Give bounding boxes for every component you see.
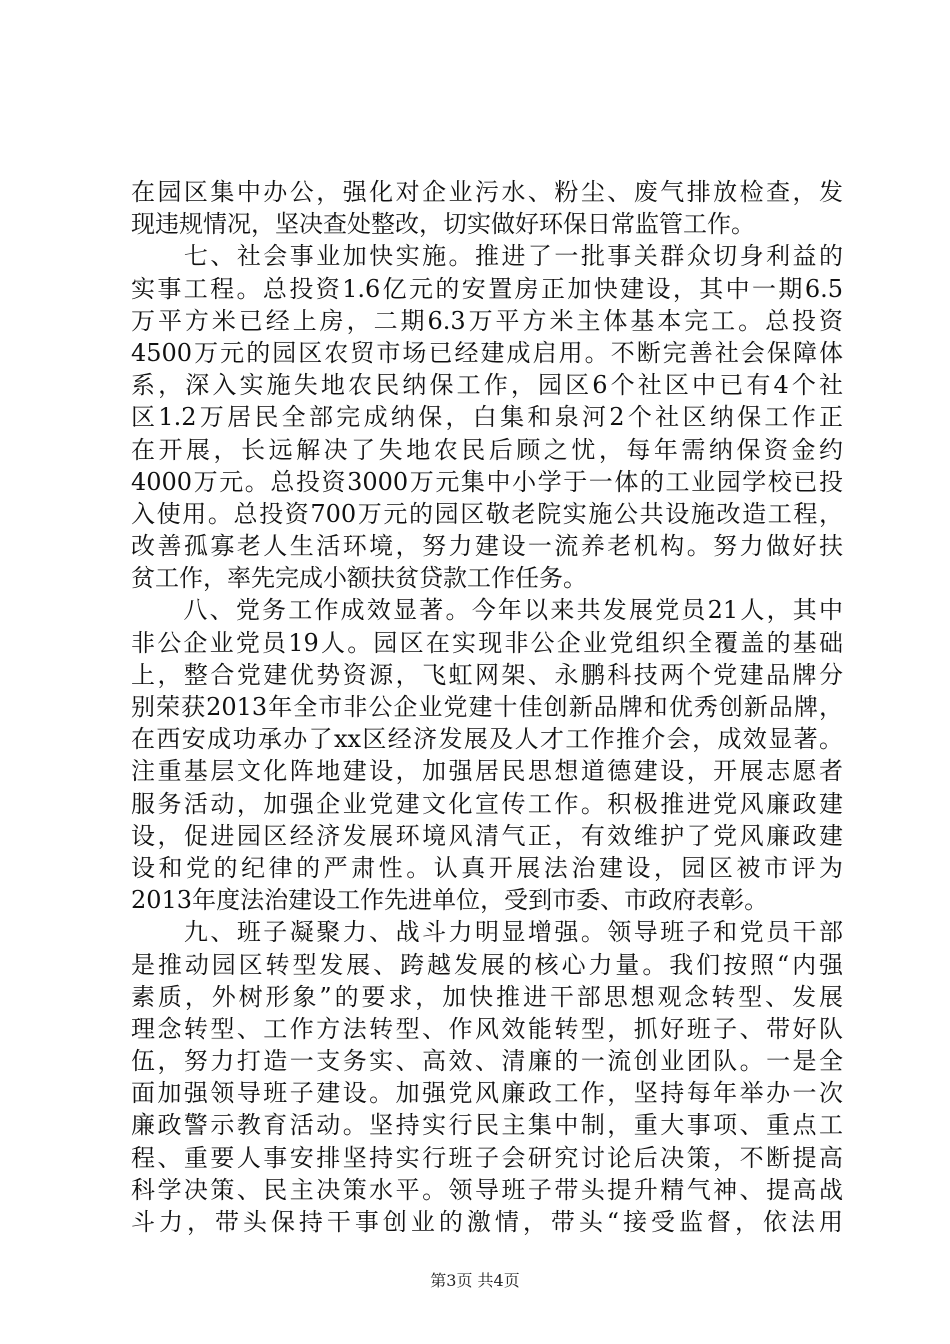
- text-line: 服务活动，加强企业党建文化宣传工作。积极推进党风廉政建: [131, 789, 843, 818]
- text-line: 素质，外树形象”的要求，加快推进干部思想观念转型、发展: [131, 982, 843, 1011]
- document-body: [131, 176, 843, 1238]
- text-line: 非公企业党员19人。园区在实现非公企业党组织全覆盖的基础: [131, 628, 843, 657]
- text-line: 系，深入实施失地农民纳保工作，园区6个社区中已有4个社: [131, 371, 843, 400]
- text-line: 入使用。总投资700万元的园区敬老院实施公共设施改造工程，: [131, 499, 843, 528]
- text-line: 在园区集中办公，强化对企业污水、粉尘、废气排放检查，发: [131, 178, 843, 206]
- text-line: 注重基层文化阵地建设，加强居民思想道德建设，开展志愿者: [131, 757, 843, 786]
- text-line: 上，整合党建优势资源，飞虹网架、永鹏科技两个党建品牌分: [131, 660, 843, 689]
- text-line: 万平方米已经上房，二期6.3万平方米主体基本完工。总投资: [131, 306, 843, 335]
- text-line: 七、社会事业加快实施。推进了一批事关群众切身利益的: [131, 242, 843, 271]
- text-line: 八、党务工作成效显著。今年以来共发展党员21人，其中: [131, 596, 843, 625]
- text-line: 在开展，长远解决了失地农民后顾之忧，每年需纳保资金约: [131, 435, 843, 464]
- text-line: 贫工作，率先完成小额扶贫贷款工作任务。: [131, 564, 587, 593]
- text-line: 实事工程。总投资1.6亿元的安置房正加快建设，其中一期6.5: [131, 274, 843, 303]
- text-line: 廉政警示教育活动。坚持实行民主集中制，重大事项、重点工: [131, 1111, 843, 1140]
- text-line: 别荣获2013年全市非公企业党建十佳创新品牌和优秀创新品牌，: [131, 693, 843, 721]
- text-line: 九、班子凝聚力、战斗力明显增强。领导班子和党员干部: [131, 918, 843, 947]
- text-line: 4000万元。总投资3000万元集中小学于一体的工业园学校已投: [131, 467, 843, 496]
- text-line: 面加强领导班子建设。加强党风廉政工作，坚持每年举办一次: [131, 1079, 843, 1108]
- text-line: 程、重要人事安排坚持实行班子会研究讨论后决策，不断提高: [131, 1143, 843, 1172]
- text-line: 区1.2万居民全部完成纳保，白集和泉河2个社区纳保工作正: [131, 403, 843, 432]
- text-line: 科学决策、民主决策水平。领导班子带头提升精气神、提高战: [131, 1175, 843, 1204]
- text-line: 伍，努力打造一支务实、高效、清廉的一流创业团队。一是全: [131, 1047, 843, 1076]
- text-line: 2013年度法治建设工作先进单位，受到市委、市政府表彰。: [131, 886, 769, 915]
- text-line: 改善孤寡老人生活环境，努力建设一流养老机构。努力做好扶: [131, 532, 843, 561]
- page-number-footer: 第3页 共4页: [430, 1271, 520, 1290]
- text-line: 斗力，带头保持干事创业的激情，带头“接受监督，依法用: [131, 1208, 843, 1236]
- text-line: 4500万元的园区农贸市场已经建成启用。不断完善社会保障体: [131, 338, 843, 367]
- text-line: 设和党的纪律的严肃性。认真开展法治建设，园区被市评为: [131, 853, 843, 882]
- text-line: 在西安成功承办了xx区经济发展及人才工作推介会，成效显著。: [131, 725, 843, 754]
- text-line: 理念转型、工作方法转型、作风效能转型，抓好班子、带好队: [131, 1014, 843, 1043]
- text-line: 是推动园区转型发展、跨越发展的核心力量。我们按照“内强: [131, 950, 843, 979]
- text-line: 现违规情况，坚决查处整改，切实做好环保日常监管工作。: [131, 210, 755, 239]
- text-line: 设，促进园区经济发展环境风清气正，有效维护了党风廉政建: [131, 821, 843, 850]
